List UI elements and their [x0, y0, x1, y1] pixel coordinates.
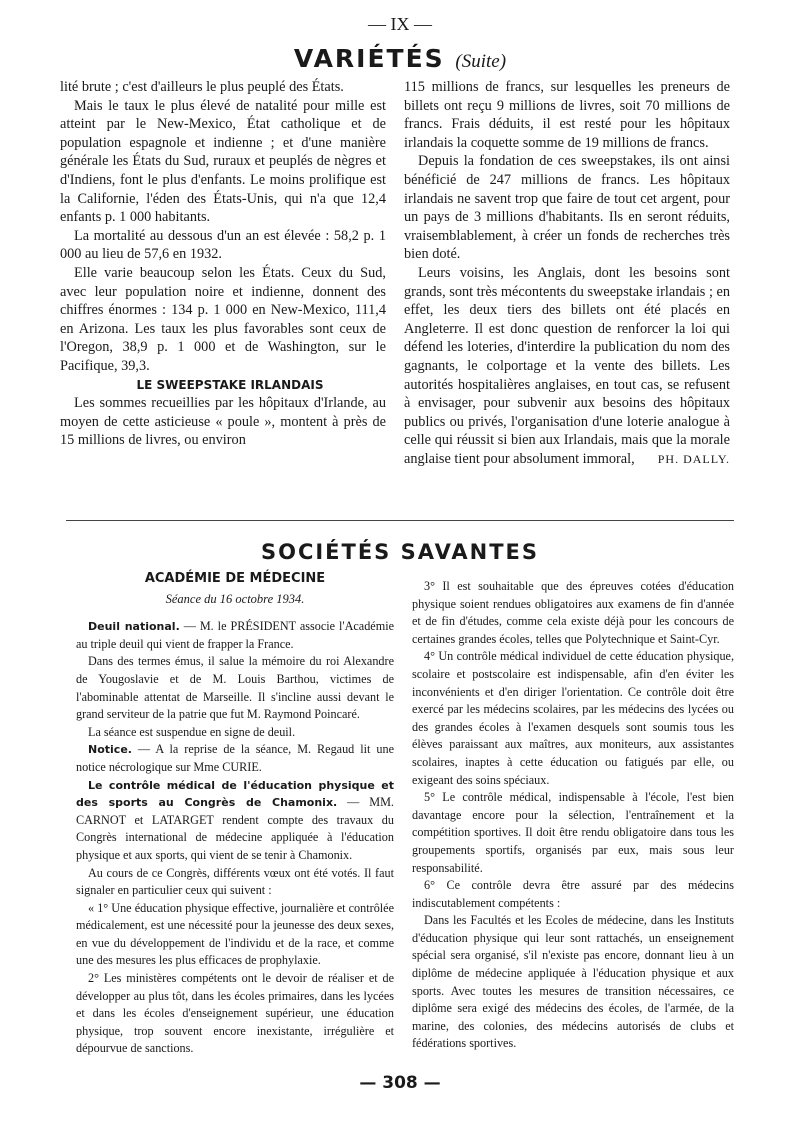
section-divider — [66, 520, 734, 521]
subheading-sweepstake: LE SWEEPSTAKE IRLANDAIS — [136, 377, 324, 392]
seance-date: Séance du 16 octobre 1934. — [165, 591, 305, 606]
paragraph: La séance est suspendue en signe de deuil. — [88, 724, 296, 739]
paragraph: Les sommes recueillies par les hôpitaux d'Irlande, au moyen de cette asticieuse « poule », montent à près de 15 millions de livres, ou environ — [60, 395, 386, 449]
paragraph: Depuis la fondation de ces sweepstakes, ils ont ainsi bénéficié de 247 millions de francs. Les hôpitaux irlandais ne savent trop que faire de tout cet argent, pour un pays de 3 millions d'habitants. Ils en seront réduits, vraisemblablement, à créer un fonds de recherches très bien doté. — [404, 153, 730, 263]
paragraph: 3° Il est souhaitable que des épreuves cotées d'éducation physique soient rendues obligatoires aux examens de fin d'année et de fin d'études, comme cela existe déjà pour les concours de certaines grandes écoles, telles que Polytechnique et Saint-Cyr. — [412, 579, 734, 646]
notice-label: Notice. — [88, 743, 132, 757]
paragraph: Au cours de ce Congrès, différents vœux ont été votés. Il faut signaler en particulier ceux qui suivent : — [76, 865, 394, 898]
controle-text: — MM. CARNOT et LATARGET rendent compte des travaux du Congrès international de médecine appliquée à l'éducation physique et aux sports, qui vient de se tenir à Chamonix. — [76, 795, 394, 862]
paragraph: La mortalité au dessous d'un an est élevée : 58,2 p. 1 000 au lieu de 57,6 en 1932. — [60, 227, 386, 263]
academie-heading: ACADÉMIE DE MÉDECINE — [144, 571, 326, 586]
page-number: — 308 — — [359, 1073, 441, 1093]
section-title-varietes — [0, 44, 800, 73]
paragraph-with-signature — [404, 264, 730, 469]
section-title-societes: SOCIÉTÉS SAVANTES — [260, 540, 540, 564]
societes-left-column — [76, 570, 394, 1058]
paragraph: lité brute ; c'est d'ailleurs le plus peuplé des États. — [60, 79, 344, 95]
paragraph-controle — [76, 777, 394, 865]
paragraph: 2° Les ministères compétents ont le devoir de réaliser et de développer au plus tôt, dans les écoles primaires, dans les lycées et dans les écoles d'enseignement supérieur, une éducation physique, trop souvent encore inexistante, irrégulière et dépourvue de sanctions. — [76, 971, 394, 1056]
paragraph: 5° Le contrôle médical, indispensable à l'école, l'est bien davantage encore pour la sélection, l'entraînement et la compétition sportives. Il doit être rendu obligatoire dans tous les groupements sportifs, organisés par eux, mais sous leur responsabilité. — [412, 790, 734, 875]
title-varietes: VARIÉTÉS — [293, 44, 445, 73]
paragraph: 4° Un contrôle médical individuel de cette éducation physique, scolaire et postscolaire est indispensable, afin d'en éviter les inconvénients et d'en diriger l'orientation. Ce contrôle doit être exercé par les médecins scolaires, par les médecins des lycées ou des grandes écoles à l'examen desquels sont soumis tous les élèves paraissant aux maîtres, aux moniteurs, aux assistantes scolaires, inaptes à cette éducation ou fatigués par elle, ou exigeant des soins spéciaux. — [412, 649, 734, 787]
paragraph-text: Leurs voisins, les Anglais, dont les besoins sont grands, sont très mécontents du sweepstake irlandais ; en effet, les deux tiers des billets ont été placés en Angleterre. Il est donc question de renforcer la loi qui défend les loteries, d'interdire la publication du nom des gagnants, le colportage et la vente des billets. Les autorités hospitalières anglaises, en tout cas, se refusent à envisager, pour subvenir aux besoins des hôpitaux publics ou privés, l'organisation d'une loterie analogue à celle qui réussit si bien aux Irlandais, mais que la morale anglaise tient pour absolument immoral, — [404, 264, 730, 467]
notice-text: — A la reprise de la séance, M. Regaud lit une notice nécrologique sur Mme CURIE. — [76, 742, 394, 774]
paragraph: 115 millions de francs, sur lesquelles les preneurs de billets ont reçu 9 millions de livres, soit 70 millions de francs. Frais déduits, il est resté pour les hôpitaux irlandais la coquette somme de 19 millions de francs. — [404, 79, 730, 151]
paragraph: « 1° Une éducation physique effective, journalière et contrôlée médicalement, est une nécessité pour la jeunesse des deux sexes, en vue du développement de l'individu et de la race, et comme une des mesures les plus efficaces de prophylaxie. — [76, 900, 394, 968]
paragraph-deuil — [76, 618, 394, 653]
controle-label: Le contrôle médical de l'éducation physique et des sports au Congrès de Chamonix. — [76, 778, 394, 810]
title-suite: (Suite) — [455, 51, 507, 72]
paragraph: 6° Ce contrôle devra être assuré par des médecins indiscutablement compétents : — [412, 878, 734, 910]
varietes-left-column — [60, 78, 386, 450]
roman-page-number: — IX — — [368, 14, 432, 34]
paragraph: Dans les Facultés et les Ecoles de médecine, dans les Instituts d'éducation physique qui leur sont rattachés, un enseignement spécial sera organisé, s'il n'existe pas encore, donnant lieu à un diplôme de médecine appliquée à l'éducation physique et aux sports. Avec toutes les mesures de transition nécessaires, ce diplôme sera exigé des médecins des écoles, de l'armée, de la marine, des colonies, des médecins autorisés de clubs et fédérations sportives. — [412, 913, 734, 1051]
paragraph: Mais le taux le plus élevé de natalité pour mille est atteint par le New-Mexico, État catholique et de population espagnole et indienne ; et d'une manière générale les États du Sud, ruraux et peuplés de nègres et d'Indiens, font le plus d'enfants. Le moins prolifique est la Californie, l'éden des États-Unis, qui n'a que 12,4 enfants p. 1 000 habitants. — [60, 97, 386, 226]
deuil-label: Deuil national. — [88, 620, 180, 634]
paragraph: Elle varie beaucoup selon les États. Ceux du Sud, avec leur population noire et indienne, donnent des chiffres énormes : 134 p. 1 000 en New-Mexico, 111,4 en Arizona. Les taux les plus favorables sont ceux de l'Oregon, 38,9 p. 1 000 et de Washington, sur le Pacifique, 39,3. — [60, 264, 386, 374]
paragraph: Dans des termes émus, il salue la mémoire du roi Alexandre de Yougoslavie et de M. Louis Barthou, victimes de l'abominable attentat de Marseille. Il s'incline aussi devant le grand serviteur de la patrie que fut M. Raymond Poincaré. — [76, 654, 394, 722]
societes-right-column — [412, 578, 734, 1053]
deuil-text: — M. le PRÉSIDENT associe l'Académie au triple deuil qui vient de frapper la France. — [76, 619, 394, 651]
varietes-right-column — [404, 78, 730, 468]
paragraph-notice — [76, 741, 394, 776]
author-signature: PH. DALLY. — [657, 451, 730, 466]
